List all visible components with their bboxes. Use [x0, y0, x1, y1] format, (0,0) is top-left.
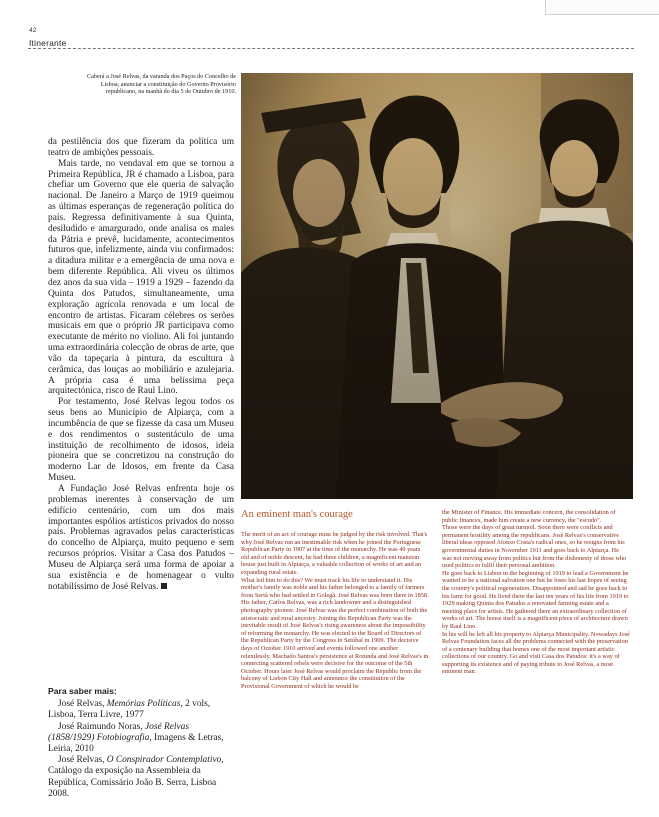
article-paragraph: da pestilência dos que fizeram da política um teatro de ambições pessoais.	[48, 137, 234, 158]
corner-box	[545, 0, 659, 15]
english-paragraph: In his will he left all his property to Alpiarça Municipality. Nowadays José Relvas Foundation faces all the problems connected with the preservation of a centenary building that homes one of the most important artistic collections of our country. Go and visit Casa dos Patudos: it's a way of supporting its existence and of paying tribute to José Relvas, a most eminent man.	[442, 630, 630, 676]
reference-title: O Conspirador Contemplativo	[106, 755, 222, 766]
page-number: 42	[29, 27, 37, 34]
reference-author: José Raimundo Noras,	[58, 721, 145, 732]
further-reading	[48, 686, 234, 800]
english-paragraph: the Minister of Finance. His immediate concern, the consolidation of public finances, made him create a new currency, the "escudo".	[442, 509, 616, 524]
further-reading-heading: Para saber mais:	[48, 686, 117, 696]
reference-item	[48, 722, 234, 756]
english-paragraph: What led him to do this? We must track his life to understand it. His mother's family was noble and his father belonged to a family of farmers from Sertã who had settled in Golegã. José Relvas was born there in 1858. His father, Carlos Relvas, was a rich landowner and a distinguished photography pioneer. José Relvas was the perfect combination of both the aristocratic and rural ancestry. Joining the Republican Party was the inevitable result of José Relvas's rising awareness about the impossibility of reforming the monarchy. He was elected to the Board of Directors of the Republican Party by the Congress in Setúbal in 1909. The decisive days of October 1910 arrived and events followed one another relentlessly. Machado Santos's persistence at Rotunda and José Relvas's in connecting scattered rebels were decisive for the outcome of the 5th October. Hours later José Relvas would proclaim the Republic from the balcony of Lisbon City Hall and announce the constitution of the Provisional Government of which he would be	[241, 576, 429, 690]
article-paragraph-text: A Fundação José Relvas enfrenta hoje os problemas inerentes à conservação de um edifício centenário, com um dos mais importantes espólios artísticos privados do nosso país. Problemas agravados pelas características do concelho de Alpiarça, muito pequeno e sem recursos próprios. Visitar a Casa dos Patudos – Museu de Alpiarça será uma forma de apoiar a sua existência e de homenagear o vulto notabilíssimo de José Relvas.	[48, 484, 234, 592]
article-paragraph: Por testamento, José Relvas legou todos os seus bens ao Município de Alpiarça, com a incumbência de que se fizesse da casa um Museu e dos rendimentos o sustentáculo de uma instituição de recolhimento de idosos, ideia pioneira que se concretizou na construção do moderno Lar de Idosos, em frente da Casa Museu.	[48, 397, 234, 484]
historical-photo	[241, 73, 633, 499]
english-summary-left-column	[241, 531, 429, 690]
reference-item	[48, 755, 234, 800]
reference-item	[48, 699, 234, 721]
reference-title: José Relvas (1858/1929) Fotobiografia	[48, 721, 189, 743]
reference-details: , Catálogo da exposição na Assembleia da República, Comissário João B. Serra, Lisboa 2008.	[48, 755, 224, 799]
section-name: Itinerante	[29, 38, 67, 48]
english-paragraph: Those were the days of great turmoil. Soon there were conflicts and permanent hostility among the republicans. José Relvas's conservative liberal ideas opposed Afonso Costa's radical ones, so he resigns from his governmental duties in November 1911 and goes back to Alpiarça. He was not moving away from politics but from the dishonesty of those who used politics to fulfil their personal ambition.	[442, 524, 627, 570]
article-paragraph: Mais tarde, no vendaval em que se tornou a Primeira República, JR é chamado a Lisboa, para chefiar um Governo que ele queria de salvação nacional. De Janeiro a Março de 1919 queimou as últimas esperanças de regeneração política do país. Regressa definitivamente à sua Quinta, desiludido e amargurado, onde analisa os males da Pátria e prevê, lucidamente, acontecimentos futuros que, infelizmente, ainda viu confirmados: a ditadura militar e a emergência de uma nova e bem diferente República. Ali viveu os últimos dez anos da sua vida – 1919 a 1929 – fazendo da Quinta dos Patudos, simultaneamente, uma exploração agrícola renovada e um local de encontro de artistas. Ficaram célebres os serões musicais em que o próprio JR participava como executante de mérito no violino. Ali foi juntando uma extraordinária colecção de obras de arte, que vão da tapeçaria à pintura, da escultura à cerâmica, das louças ao mobiliário e azulejaria. A própria casa é uma belíssima peça arquitectónica, risco de Raul Lino.	[48, 158, 234, 397]
reference-details: , 2 vols, Lisboa, Terra Livre, 1977	[48, 699, 211, 721]
reference-details: , Imagens & Letras, Leiria, 2010	[48, 732, 224, 755]
english-paragraph: The merit of an act of courage must be judged by the risk involved. That's why José Relvas run an inestimable risk when he joined the Portuguese Republican Party in 1907 at the time of the monarchy. He was 49 years old and of noble descent, he had three children, a magnificent mansion house just built in Alpiarça, a valuable collection of works of art and an expanding rural estate.	[241, 531, 428, 576]
photo-caption: Caberá a José Relvas, da varanda dos Paços do Concelho de Lisboa, anunciar a constituição do Governo Provisório republicano, na manhã do dia 5 de Outubro de 1910.	[87, 73, 236, 96]
article-paragraph-last	[48, 484, 234, 592]
end-of-article-mark	[161, 583, 167, 589]
reference-author: José Relvas,	[58, 699, 107, 710]
reference-author: José Relvas,	[58, 755, 107, 766]
header-divider	[28, 48, 634, 49]
english-summary-title: An eminent man's courage	[241, 509, 353, 520]
english-summary-right-column	[442, 509, 630, 676]
article-body-portuguese	[48, 137, 234, 592]
english-paragraph: He goes back to Lisbon in the beginning of 1919 to lead a Government he wanted to be a national salvation one but he loses his last hopes of seeing the country's political regeneration. Disappointed and sad he goes back to his farm for good. He lived there the last ten years of his life from 1919 to 1929 making Quinta dos Patudos a renovated farming estate and a meeting place for artists. He gathered there an extraordinary collection of works of art. The house itself is a magnificent piece of architecture drawn by Raul Lino.	[442, 569, 629, 630]
reference-title: Memórias Políticas	[106, 699, 181, 710]
